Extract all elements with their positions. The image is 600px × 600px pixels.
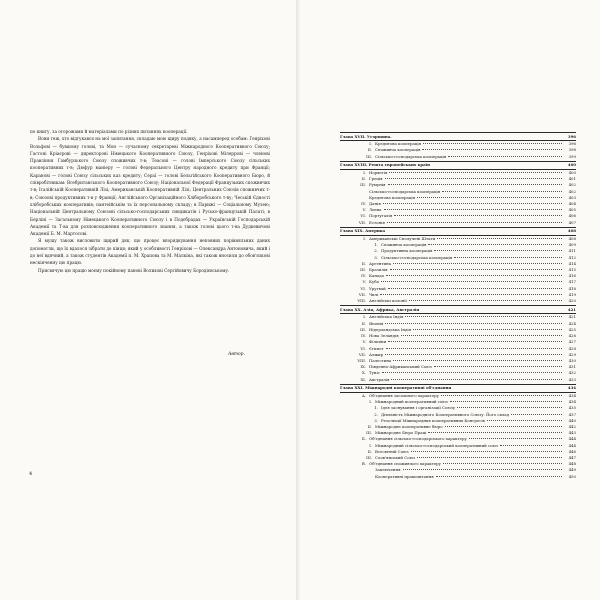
toc-entry-title: Єгипет [369,345,384,351]
toc-entry-page: 431 [568,364,576,370]
toc-chapter-page: 434 [567,385,576,391]
toc-entry-page: 404 [568,201,576,207]
toc-entry-page: 409 [568,242,576,248]
toc-chapter-title: Глава XXI. Міжнародні кооперативні об'єднання [340,385,452,391]
toc-entry-number: VII. [358,291,366,297]
toc-leader-dots [393,360,562,361]
toc-chapter-heading [340,161,576,170]
toc-entry-title: Канада [369,273,384,279]
toc-chapter-heading [340,305,576,314]
toc-entry-page: 411 [568,248,576,254]
toc-entry-title: Англійські колонії [369,298,407,304]
toc-entry-number: I. [363,236,366,242]
toc-leader-dots [487,420,562,421]
toc-entry-page: 449 [568,467,576,473]
toc-entry [340,377,576,383]
toc-entry-title: Австралія [369,376,390,382]
toc-entry-page: 405 [568,207,576,213]
toc-entry-page: 435 [568,405,576,411]
toc-entry-page: 424 [568,320,576,326]
toc-entry-page: 444 [568,436,576,442]
toc-entry-page: 407 [568,219,576,225]
toc-leader-dots [413,329,562,330]
toc-entry-title: Нова Зеландія [369,333,399,339]
toc-entry-title: Резолюції Міжнародних кооперативних Конгресів [381,417,485,423]
toc-entry-number: II. [367,448,372,454]
toc-entry-number: 1. [374,405,378,411]
toc-leader-dots [381,281,562,282]
toc-entry-title: Уругвай [369,285,386,291]
toc-entry-page: 427 [568,339,576,345]
toc-entry-page: 432 [568,370,576,376]
toc-entry-number: III. [366,153,372,159]
toc-leader-dots [445,426,562,427]
toc-chapter-page: 408 [567,228,576,234]
toc-entry-title: Японія [369,320,384,326]
toc-entry-title: Данія [369,201,381,207]
toc-chapter-page: 396 [567,133,576,139]
toc-chapter-title: Глава XVIII. Решта європейських країн [340,162,430,168]
toc-leader-dots [511,414,562,415]
toc-entry-page: 400 [568,170,576,176]
toc-entry-title: Туніс [369,370,380,376]
toc-entry-page: 408 [568,236,576,242]
toc-chapter-page: 421 [567,306,576,312]
toc-entry-title: Міжнародний кооперативний союз [375,399,448,405]
toc-entry-page: 447 [568,454,576,460]
toc-leader-dots [443,463,562,464]
toc-entry-title: Об'єднання сільсько-господарського характеру [369,436,467,442]
toc-entry-page: 401 [568,176,576,182]
toc-entry-title: Сільсько-господарська кооперація [369,188,441,194]
toc-leader-dots [388,341,562,342]
toc-leader-dots [386,275,562,276]
toc-chapter-title: Глава XIX. Америка [340,228,386,234]
toc-entry-title: Чилі [369,291,379,297]
page-number: 4 [29,471,33,477]
paragraph: Вони теж, хто відгукався на мої запитання, складаю мою щиру подяку, а насамперед особам: Генріхові Вольфові — бувшому голові, та Мон — сучасному секретареві Міжнародного Кооперативного Союзу; Гастоні Кріаєрові — директорові Німецького Кооперативного Союзу, Генріхові Мілеррові — членові Правління Гамбурзького Союзу споживчих т-в; Теасоні — голові Імперського Союзу сільських кооперативних т-в; Дюфур маніеру — голові Федерального Центру народного кредиту при Франції; Каранові — голові Союзу сільських каз кредиту; Сераї — голові Бельгійського Кооперативного Бюро, й співробітникам: Всебританського Кооперативного Союзу; Національної Федерації Французьких споживчих т-в; Італійській Кооперативній Лізі; Американській Кооперативній Лізі; Центральних Союзів споживчих т-в; Союзові продуктивних т-в у Франції; Англійського Організаційного Хліборобського т-ву; Чеській Єдності хліборобських кооперативів; пантеійськім та їх персональному складу; в Парижі — Соціальному Музею; Національній Центральному Союзові сільсько-господарських синдикатів і Русько-французькій Палаті; в Берліні — Загальному Німецького Кооперативного Союзу і в Подєбрадах — Українській Господарській Академії та Т-ва для розповсюдження кооперативного знання, а також голові цього т-ва Дудкевичові Академії Б. М. Мартосові. [30,136,270,237]
toc-entry-title: Греція [369,176,383,182]
toc-chapter-page: 400 [567,162,576,168]
preface-text [30,128,270,274]
table-of-contents [340,131,576,480]
toc-entry-number: I. [369,141,372,147]
toc-entry-number: 2. [374,248,378,254]
toc-entry-page: 414 [568,260,576,266]
toc-entry-number: 2. [374,411,378,417]
toc-entry-number: A. [361,392,366,398]
toc-entry-page: 426 [568,333,576,339]
toc-entry-number: VIII. [357,357,366,363]
toc-entry-number: VI. [360,285,366,291]
toc-entry-page: 433 [568,376,576,382]
toc-leader-dots [442,191,562,192]
toc-entry-number: Б. [361,436,366,442]
right-page [300,0,600,600]
toc-entry-page: 420 [568,298,576,304]
toc-leader-dots [428,432,562,433]
toc-entry-number: XI. [360,376,366,382]
toc-entry-title: Діяльність Міжнародного Кооперативного Союзу. Його склад [381,411,510,417]
toc-entry-page: 398 [568,147,576,153]
toc-entry-page: 434 [568,392,576,398]
toc-entry-title: Куба [369,279,379,285]
toc-entry-page: 402 [568,188,576,194]
toc-entry-page: 429 [568,351,576,357]
toc-leader-dots [390,269,562,270]
toc-leader-dots [434,250,562,251]
toc-leader-dots [385,354,562,355]
toc-entry-number: I. [369,399,372,405]
toc-entry-title: Португалія [369,213,393,219]
left-page [0,0,296,600]
toc-entry-number: IX. [360,364,366,370]
toc-entry-number: I. [369,442,372,448]
toc-entry-number: VIII. [357,298,366,304]
toc-entry-number: III. [360,326,366,332]
toc-entry-number: II. [361,260,366,266]
toc-leader-dots [382,372,562,373]
toc-entry-title: Естонія [369,219,385,225]
toc-entry-number: III. [360,267,366,273]
toc-entry-title: Об'єднання споживчого характеру [369,461,441,467]
toc-entry-page: 430 [568,357,576,363]
toc-entry-page: 402 [568,182,576,188]
toc-entry-title: Сільсько-господарська кооперація [375,153,447,159]
toc-leader-dots [388,184,562,185]
toc-entry-number: 3. [374,254,378,260]
toc-entry-title: Міжнародне Бюро Праці [375,430,427,436]
toc-entry-page: 446 [568,448,576,454]
toc-entry [340,154,576,160]
toc-leader-dots [417,197,562,198]
toc-entry-title: Кредитова кооперація [369,194,416,200]
toc-entry-number: V. [362,207,366,213]
toc-entry-page: 443 [568,430,576,436]
toc-chapter-title: Глава XVII. Угорщина. [340,133,392,139]
toc-leader-dots [394,215,562,216]
toc-leader-dots [386,348,562,349]
paragraph: Присвячую цю працю моєму покійному панові Волихові Сергійовичу Бородієвському. [38,267,230,273]
toc-entry-number: II. [367,423,372,429]
toc-entry [340,220,576,226]
toc-entry-number: IV. [361,333,366,339]
toc-entry-title: Ідея заснування і організації Союзу [381,405,456,411]
toc-leader-dots [405,316,562,317]
paragraph: по книгу, за огорожами й матеріалами по різних питаннях кооперації. [30,129,188,134]
toc-entry [340,298,576,304]
toc-entry-number: IV. [361,201,366,207]
toc-entry-title: Бразилія [369,267,388,273]
toc-leader-dots [417,457,562,458]
toc-leader-dots [387,222,562,223]
toc-entry-title: Американські Сполучені Штати [369,236,436,242]
toc-entry-number: II. [361,320,366,326]
toc-entry-page: 425 [568,326,576,332]
toc-entry-title: Слов'янський Союз [375,454,416,460]
toc-entry-title: Англійська Індія [369,314,404,320]
toc-leader-dots [403,469,562,470]
toc-entry-page: 428 [568,345,576,351]
toc-entry-title: Заключення [375,467,401,473]
toc-leader-dots [450,401,562,402]
toc-entry-page: 419 [568,291,576,297]
toc-entry-title: Міжнародне кооперативне бюро [375,423,443,429]
toc-entry-title: Палестина [369,357,392,363]
toc-entry-number: 1. [374,242,378,248]
toc-entry-number: X. [361,370,366,376]
toc-entry-page: 399 [568,153,576,159]
toc-entry-title: Литва [369,207,382,213]
toc-entry-title: Румунія [369,182,386,188]
toc-entry-page: 450 [568,473,576,479]
toc-entry-page: 418 [568,285,576,291]
toc-leader-dots [401,335,562,336]
toc-entry-title: Об'єднання загального характеру [369,392,439,398]
toc-entry-title: Продуктивна кооперація [381,248,433,254]
toc-entry-number: IV. [361,273,366,279]
toc-entry-page: 417 [568,279,576,285]
toc-entry-page: 406 [568,213,576,219]
toc-leader-dots [385,323,562,324]
toc-leader-dots [436,476,562,477]
toc-entry-number: II. [361,176,366,182]
toc-entry-page: 437 [568,411,576,417]
toc-chapter-title: Глава XX. Азія, Африка, Австралія [340,306,420,312]
toc-entry-title: Кредитова кооперація [375,141,422,147]
toc-entry-number: V. [362,279,366,285]
toc-entry-number: В. [361,461,366,467]
toc-entry-page: 416 [568,273,576,279]
toc-entry-number: III. [360,182,366,188]
toc-leader-dots [437,238,562,239]
toc-leader-dots [441,395,562,396]
toc-entry-number: I. [363,170,366,176]
toc-leader-dots [383,203,562,204]
toc-chapter-heading [340,227,576,236]
toc-entry-title: Філіпіни [369,339,387,345]
toc-leader-dots [434,366,562,367]
toc-leader-dots [500,445,562,446]
toc-entry [340,474,576,480]
toc-entry-number: V. [362,339,366,345]
toc-entry-number: III. [366,454,372,460]
toc-entry-page: 440 [568,417,576,423]
toc-leader-dots [423,143,562,144]
toc-entry-title: Південно-Африканський Союз [369,364,432,370]
toc-entry-title: Всесвітній Союз [375,448,409,454]
toc-leader-dots [389,172,562,173]
toc-entry-page: 434 [568,399,576,405]
toc-entry-number: VI. [360,345,366,351]
toc-entry-page: 403 [568,194,576,200]
toc-entry-number: VI. [360,213,366,219]
toc-leader-dots [380,294,562,295]
toc-leader-dots [454,257,562,258]
toc-entry-number: 3. [374,417,378,423]
toc-leader-dots [385,178,562,179]
toc-entry-title: Споживча кооперація [375,147,421,153]
toc-leader-dots [428,244,562,245]
toc-entry-title: Алжир [369,351,384,357]
toc-entry-page: 415 [568,267,576,273]
toc-leader-dots [457,407,562,408]
toc-leader-dots [448,156,562,157]
toc-entry-number: III. [366,430,372,436]
toc-entry-title: Нідерландська Індія [369,326,412,332]
toc-leader-dots [422,149,562,150]
toc-entry-title: Сільсько-господарська кооперація [381,254,453,260]
toc-entry-page: 444 [568,442,576,448]
toc-chapter-heading [340,384,576,393]
toc-leader-dots [393,263,562,264]
toc-leader-dots [411,451,562,452]
toc-entry-number: VII. [358,351,366,357]
toc-leader-dots [409,300,562,301]
toc-entry-number: VII. [358,219,366,225]
paragraph: Я мушу також висловити щирий дяк, що процес впорядкування неповних порівняльних даних допомогли, що їх вдалося зібрати до кінця; який у особливості Генріхові — Олександра Антоновича, який і до неї вдячний, а також студентів Академії п. М. Храпова та М. Малкіна, які також вносили до обов'язкові нескінченну цю працю. [30,238,270,266]
toc-entry-title: Норвегія [369,170,388,176]
toc-leader-dots [391,379,562,380]
toc-entry-number: II. [367,147,372,153]
toc-entry-page: 396 [568,141,576,147]
toc-entry-title: Міжнародний сільсько-господарський кооперативний союз [375,442,499,448]
toc-entry-number: I. [363,314,366,320]
toc-entry-title: Аргентина [369,260,392,266]
toc-leader-dots [384,209,562,210]
toc-leader-dots [469,438,562,439]
toc-entry-page: 442 [568,423,576,429]
toc-leader-dots [388,288,562,289]
toc-entry-page: 448 [568,461,576,467]
toc-entry-title: Кооперативні правопитання [375,473,434,479]
author-signature: Автор. [228,352,245,357]
toc-chapter-heading [340,132,576,141]
toc-entry-title: Споживча кооперація [381,242,427,248]
toc-entry-page: 412 [568,254,576,260]
toc-entry-page: 421 [568,314,576,320]
